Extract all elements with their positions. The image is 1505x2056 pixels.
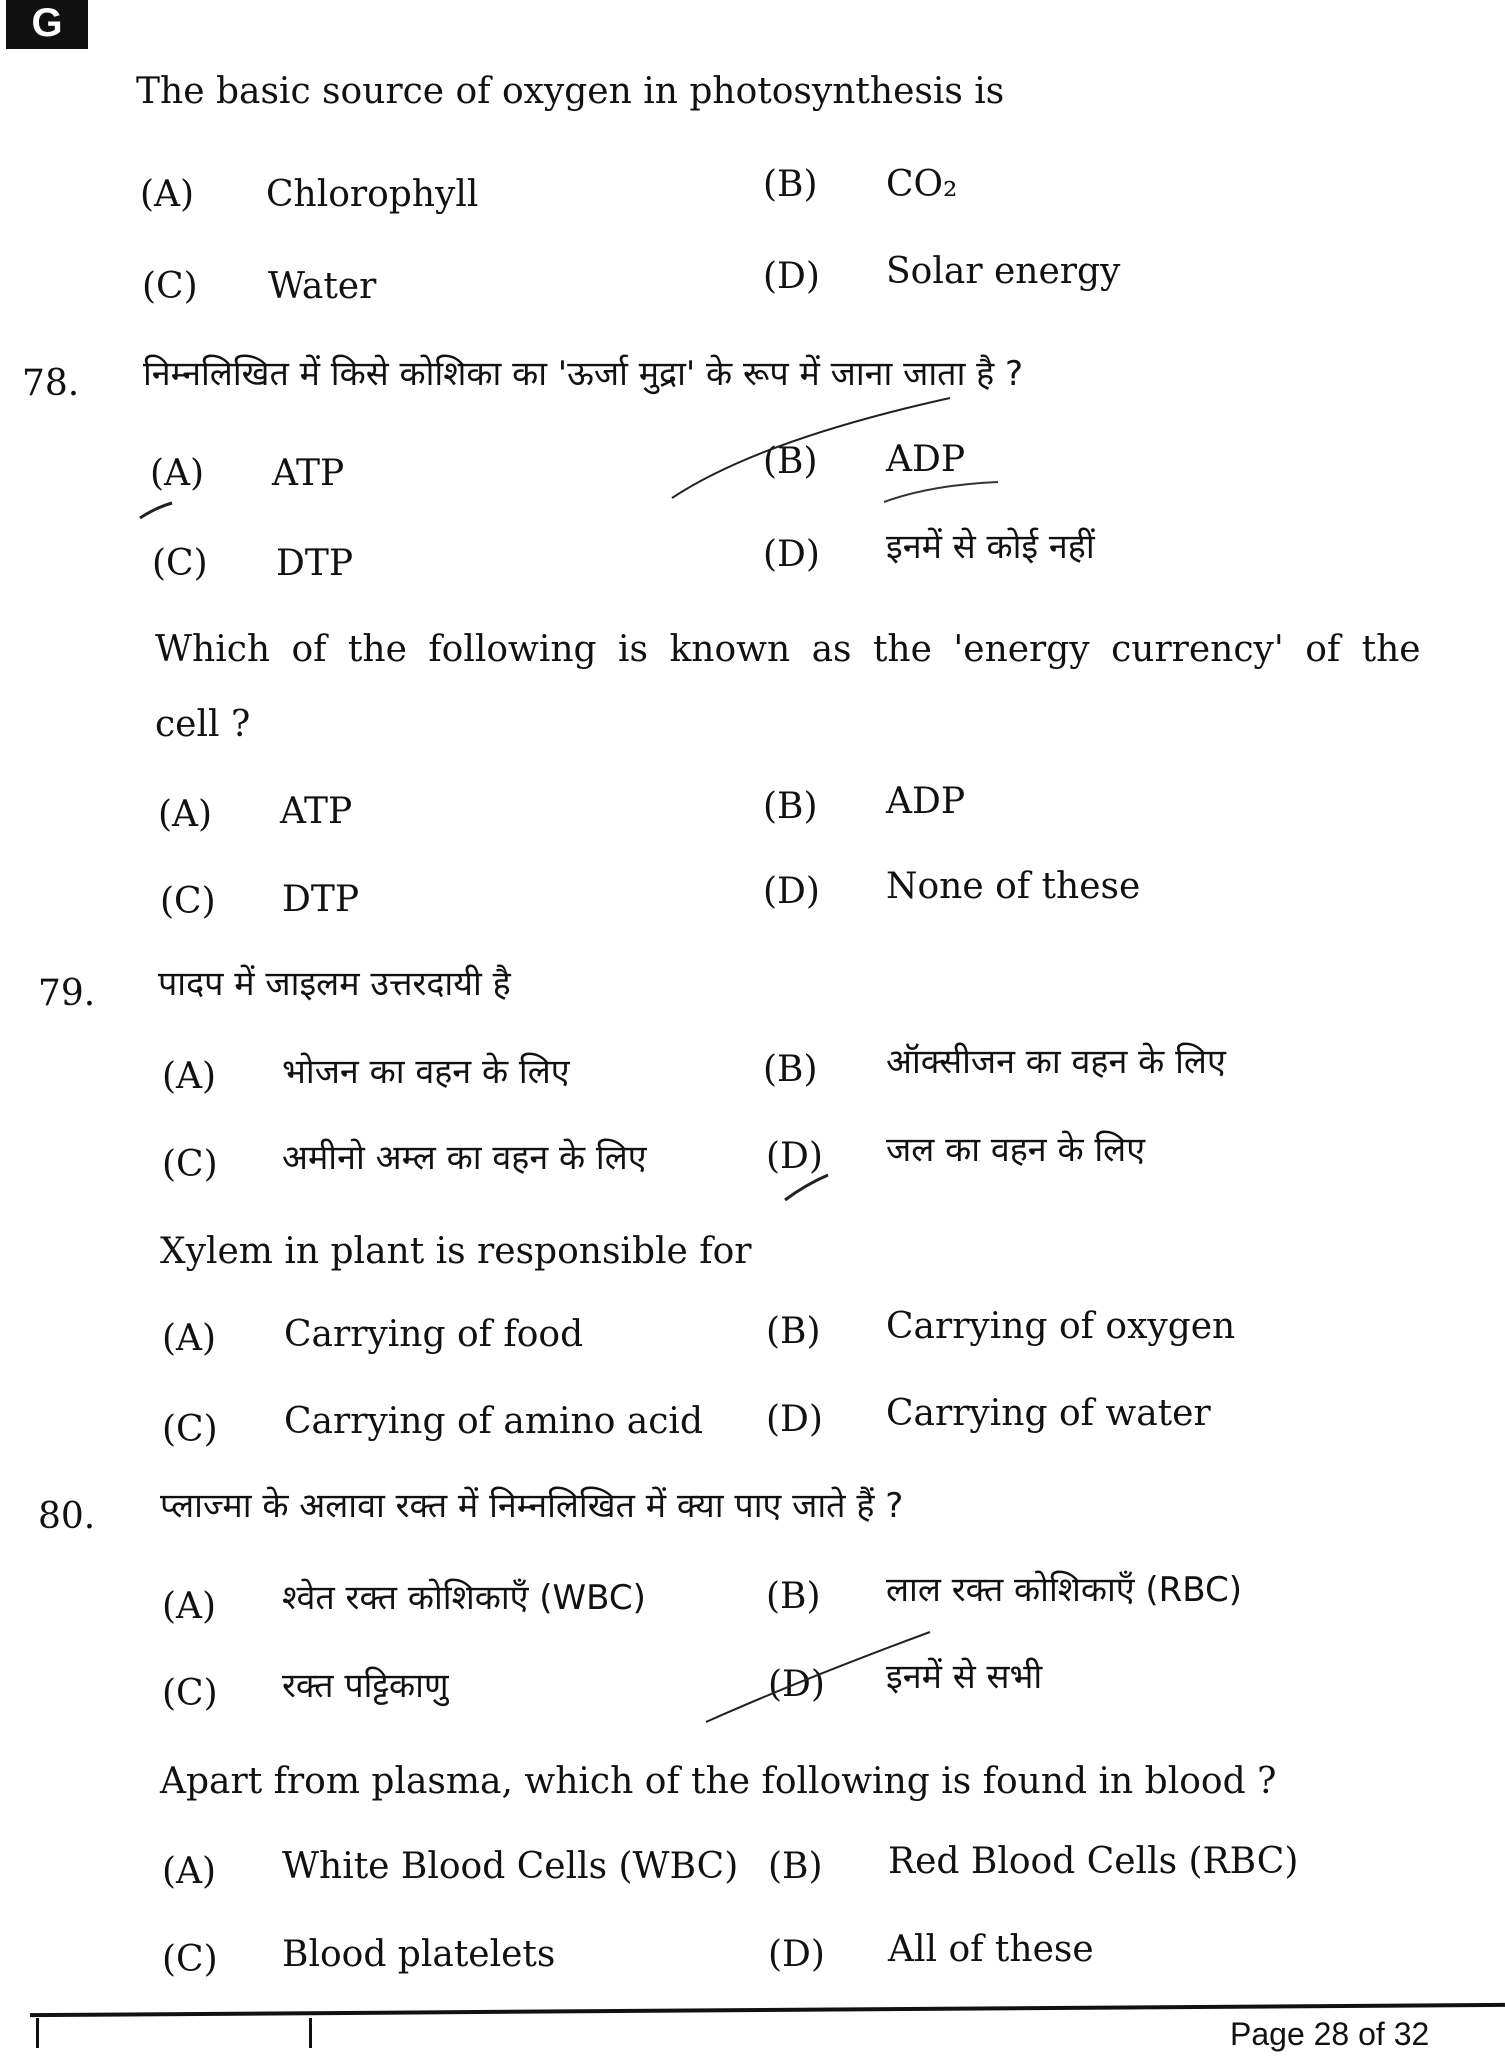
option-text: ADP [886, 781, 966, 822]
option-label: (C) [142, 266, 198, 307]
option-text: CO₂ [886, 164, 958, 205]
option-text: श्वेत रक्त कोशिकाएँ (WBC) [282, 1578, 646, 1618]
option-label: (A) [140, 174, 195, 215]
option-label: (D) [763, 256, 820, 297]
option-text: रक्त पट्टिकाणु [282, 1666, 449, 1706]
option-text: DTP [276, 543, 354, 584]
option-text: Water [268, 266, 377, 307]
option-label: (D) [763, 534, 820, 575]
question-text-hindi: प्लाज्मा के अलावा रक्त में निम्नलिखित में क्या पाए जाते हैं ? [160, 1486, 904, 1526]
option-text: Solar energy [886, 251, 1121, 292]
option-text: Carrying of amino acid [284, 1401, 703, 1442]
option-text: Carrying of water [886, 1393, 1211, 1434]
option-label: (B) [763, 1049, 818, 1090]
option-text: ATP [272, 453, 345, 494]
option-label: (C) [162, 1144, 218, 1185]
option-text: ADP [886, 439, 966, 480]
question-number: 78. [22, 363, 80, 404]
option-label: (A) [162, 1056, 217, 1097]
question-number: 79. [38, 973, 96, 1014]
option-label: (D) [768, 1934, 825, 1975]
option-text: Carrying of food [284, 1314, 584, 1355]
option-text: Blood platelets [282, 1934, 556, 1975]
option-label: (B) [768, 1846, 823, 1887]
question-number: 80. [38, 1496, 96, 1537]
option-text: लाल रक्त कोशिकाएँ (RBC) [886, 1570, 1243, 1610]
question-text: Apart from plasma, which of the following is found in blood ? [160, 1761, 1277, 1802]
option-text: भोजन का वहन के लिए [282, 1052, 570, 1092]
option-label: (C) [162, 1409, 218, 1450]
option-label: (B) [763, 786, 818, 827]
option-label: (B) [763, 441, 818, 482]
option-text: Carrying of oxygen [886, 1306, 1236, 1347]
option-text: अमीनो अम्ल का वहन के लिए [282, 1138, 647, 1178]
question-text-cont: cell ? [155, 704, 251, 745]
option-text: All of these [888, 1929, 1094, 1970]
option-text: DTP [282, 879, 360, 920]
option-label: (D) [766, 1399, 823, 1440]
booklet-code-box [36, 2018, 312, 2048]
question-text-hindi: निम्नलिखित में किसे कोशिका का 'ऊर्जा मुद्रा' के रूप में जाना जाता है ? [143, 354, 1024, 394]
option-label: (C) [160, 881, 216, 922]
pen-underline-78 [884, 482, 998, 502]
option-label: (C) [162, 1673, 218, 1714]
option-text: None of these [886, 866, 1141, 907]
option-text: ATP [280, 791, 353, 832]
option-text: इनमें से कोई नहीं [886, 527, 1095, 567]
option-label: (A) [162, 1586, 217, 1627]
option-text: इनमें से सभी [886, 1657, 1043, 1697]
option-label: (C) [162, 1939, 218, 1980]
option-label: (D) [766, 1136, 823, 1177]
option-label: (B) [763, 164, 818, 205]
option-text: Chlorophyll [266, 174, 479, 215]
series-badge: G [6, 0, 88, 49]
pen-tick-78a [140, 503, 172, 518]
question-text: Xylem in plant is responsible for [160, 1231, 752, 1272]
option-label: (B) [766, 1576, 821, 1617]
page-number: Page 28 of 32 [1230, 2016, 1430, 2052]
option-label: (A) [162, 1318, 217, 1359]
question-text-hindi: पादप में जाइलम उत्तरदायी है [158, 964, 511, 1004]
option-label: (A) [158, 794, 213, 835]
option-label: (A) [162, 1851, 217, 1892]
option-text: Red Blood Cells (RBC) [888, 1841, 1299, 1882]
option-text: White Blood Cells (WBC) [282, 1846, 739, 1887]
option-label: (B) [766, 1311, 821, 1352]
option-label: (A) [150, 453, 205, 494]
option-text: जल का वहन के लिए [886, 1130, 1146, 1170]
option-label: (C) [152, 543, 208, 584]
option-text: ऑक्सीजन का वहन के लिए [886, 1042, 1226, 1082]
option-label: (D) [763, 871, 820, 912]
question-text: Which of the following is known as the 'energy currency' of the [155, 629, 1421, 670]
question-text: The basic source of oxygen in photosynthesis is [136, 71, 1005, 112]
option-label: (D) [768, 1664, 825, 1705]
